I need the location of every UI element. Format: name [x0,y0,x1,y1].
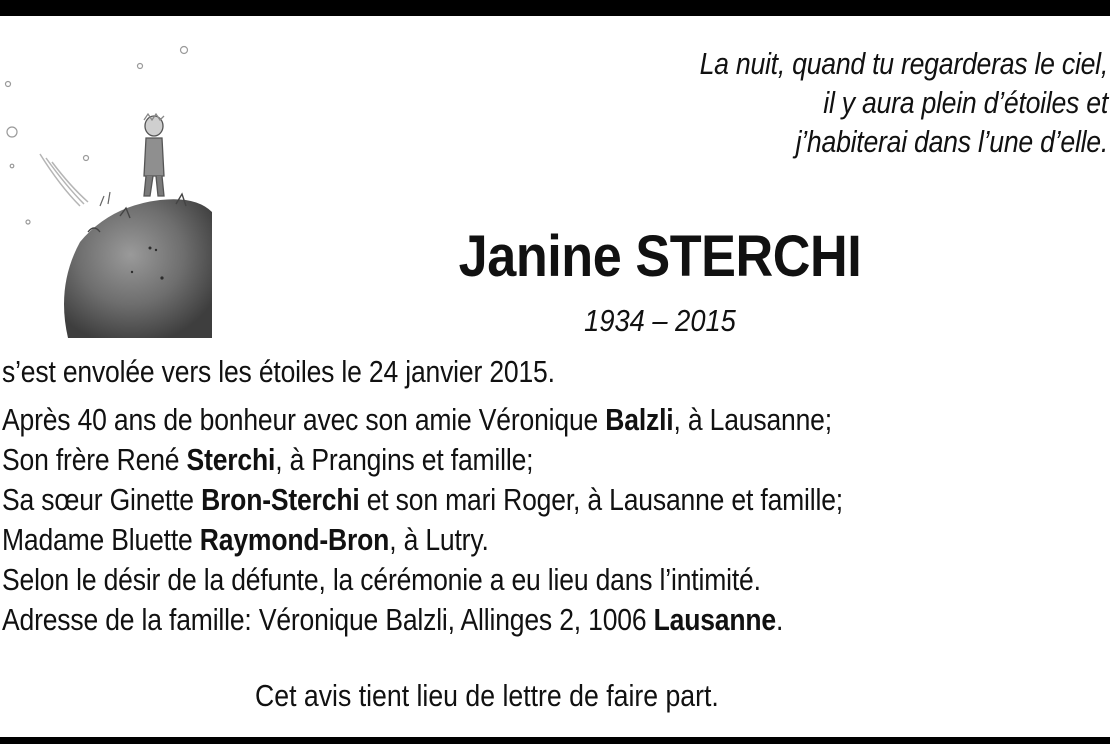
ceremony-line [2,560,1028,600]
quote-line: j’habiterai dans l’une d’elle. [795,124,1108,159]
family-line-bold-name: Sterchi [186,442,276,477]
address-line [2,600,1028,640]
announcement-line: s’est envolée vers les étoiles le 24 janvier 2015. [2,354,555,389]
family-line-bold-name: Bron-Sterchi [201,482,360,517]
deceased-name: Janine STERCHI [458,224,862,289]
family-line-text: , à Lutry. [389,522,489,557]
family-line-text: , à Lausanne; [673,402,832,437]
little-prince-illustration-icon [0,36,212,338]
family-line-bold-name: Balzli [605,402,674,437]
family-line-text: Sa sœur Ginette [2,482,202,517]
family-line [2,400,1028,440]
family-line-text: Après 40 ans de bonheur avec son amie Véronique [2,402,606,437]
family-line-text: Adresse de la famille: Véronique Balzli, Allinges 2, 1006 [2,602,654,637]
family-line-bold-name: Raymond-Bron [199,522,390,557]
family-line-text: et son mari Roger, à Lausanne et famille; [359,482,843,517]
bottom-border-rule [0,737,1110,744]
top-border-rule [0,0,1110,16]
family-line-text: , à Prangins et famille; [275,442,534,477]
life-dates: 1934 – 2015 [584,303,736,338]
family-line-text: Madame Bluette [2,522,200,557]
quote-block [575,44,1108,161]
family-line-text: . [775,602,784,637]
quote-line: il y aura plein d’étoiles et [823,85,1108,120]
family-line-text: Selon le désir de la défunte, la cérémonie a eu lieu dans l’intimité. [2,562,761,597]
notice-body [2,352,1028,640]
quote-line: La nuit, quand tu regarderas le ciel, [699,46,1108,81]
family-line [2,520,1028,560]
family-line-text: Son frère René [2,442,187,477]
family-line [2,440,1028,480]
family-line [2,480,1028,520]
family-line-bold-name: Lausanne [653,602,776,637]
closing-line: Cet avis tient lieu de lettre de faire part. [255,678,719,713]
